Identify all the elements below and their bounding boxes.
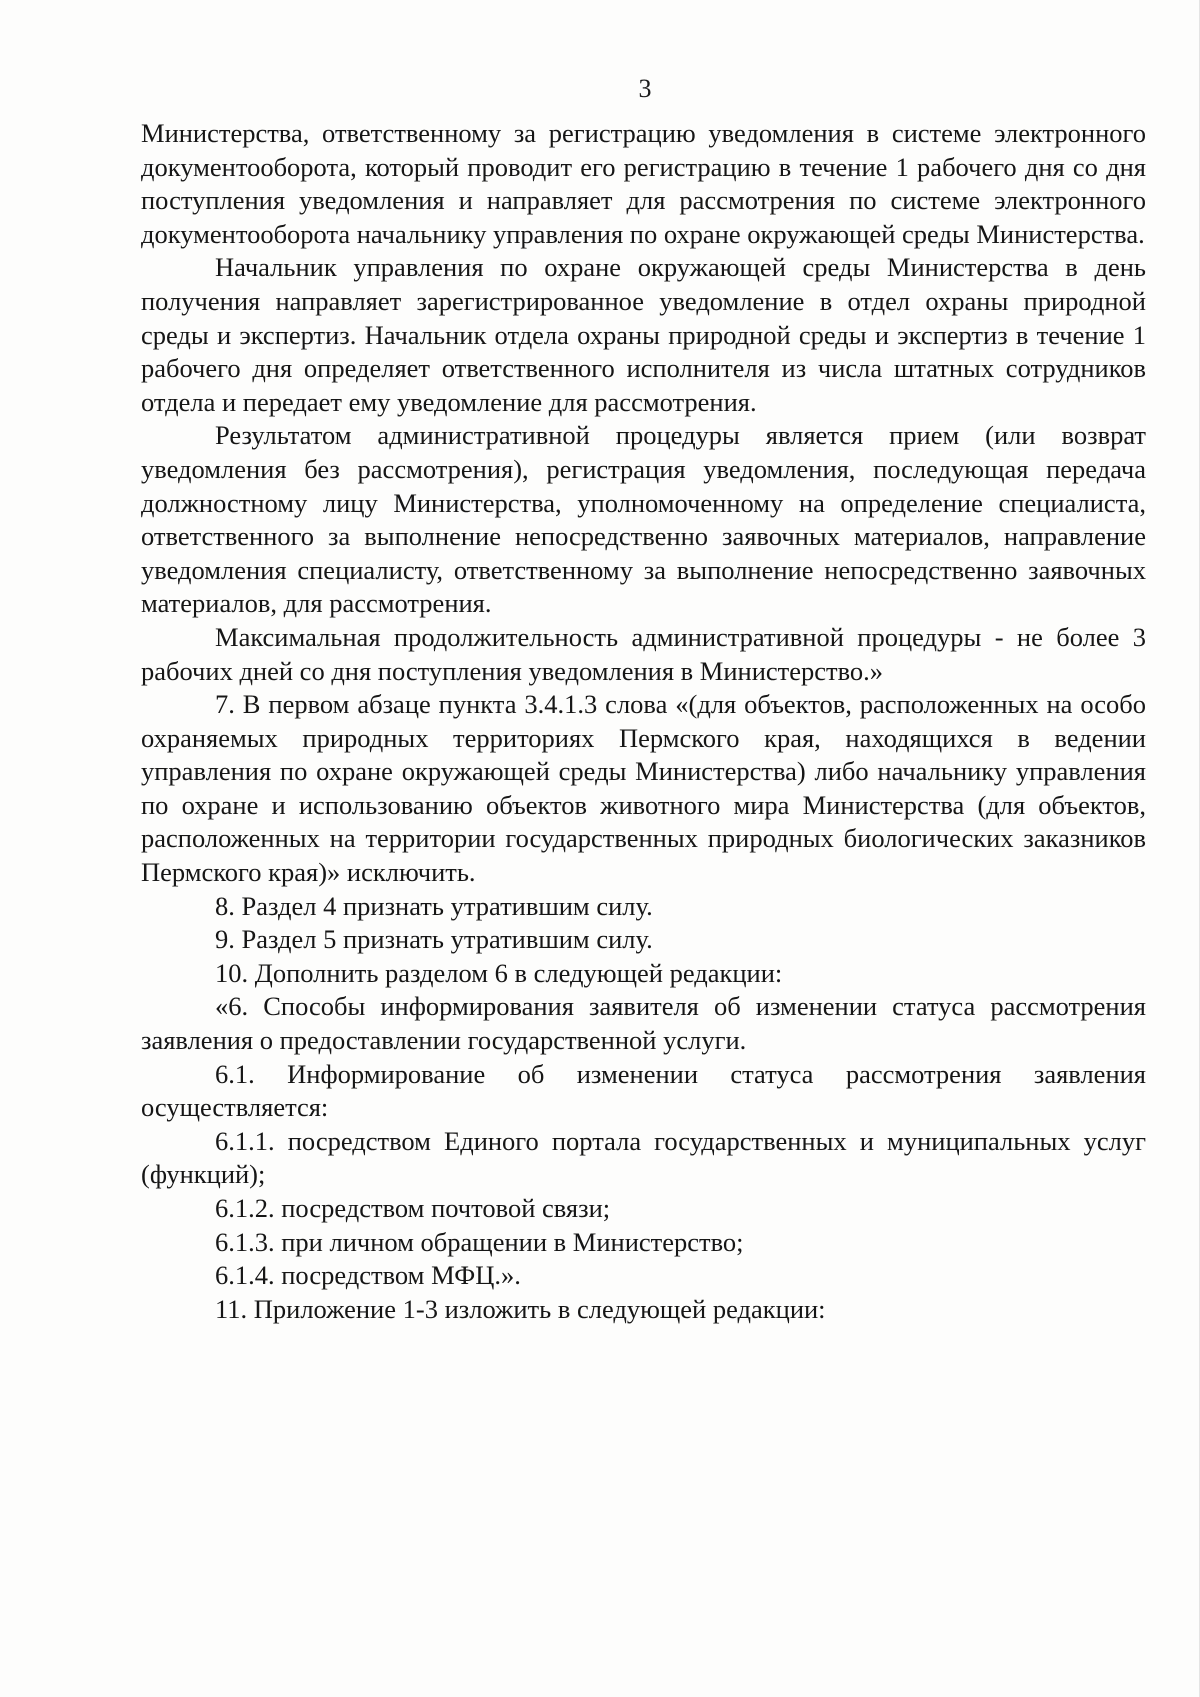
document-body bbox=[141, 117, 1146, 1326]
paragraph-6-1-3: 6.1.3. при личном обращении в Министерство; bbox=[215, 1226, 744, 1257]
paragraph-item-7: 7. В первом абзаце пункта 3.4.1.3 слова «(для объектов, расположенных на особо охраняемых природных территориях Пермского края, находящихся в ведении управления по охране окружающей среды Министерства) либо начальнику управления по охране и использованию объектов животного мира Министерства (для объектов, расположенных на территории государственных природных биологических заказников Пермского края)» исключить. bbox=[141, 689, 1146, 888]
paragraph-item-10: 10. Дополнить разделом 6 в следующей редакции: bbox=[215, 957, 783, 988]
paragraph-section-6-heading: «6. Способы информирования заявителя об изменении статуса рассмотрения заявления о предоставлении государственной услуги. bbox=[141, 991, 1146, 1056]
paragraph-procedure-result: Результатом административной процедуры является прием (или возврат уведомления без рассмотрения), регистрация уведомления, последующая передача должностному лицу Министерства, уполномоченному на определение специалиста, ответственного за выполнение непосредственно заявочных материалов, направление уведомления специалисту, ответственному за выполнение непосредственно заявочных материалов, для рассмотрения. bbox=[141, 420, 1146, 619]
paragraph-6-1-2: 6.1.2. посредством почтовой связи; bbox=[215, 1193, 611, 1223]
paragraph-item-8: 8. Раздел 4 признать утратившим силу. bbox=[215, 890, 653, 921]
paragraph-continuation: Министерства, ответственному за регистрацию уведомления в системе электронного документооборота, который проводит его регистрацию в течение 1 рабочего дня со дня поступления уведомления и направляет для рассмотрения по системе электронного документооборота начальнику управления по охране окружающей среды Министерства. bbox=[141, 118, 1146, 249]
page-number: 3 bbox=[638, 74, 652, 103]
paragraph-6-1-1: 6.1.1. посредством Единого портала государственных и муниципальных услуг (функций); bbox=[141, 1125, 1146, 1190]
paragraph-item-9: 9. Раздел 5 признать утратившим силу. bbox=[215, 924, 653, 955]
paragraph-item-11: 11. Приложение 1-3 изложить в следующей редакции: bbox=[215, 1293, 826, 1324]
paragraph-6-1-4: 6.1.4. посредством МФЦ.». bbox=[215, 1260, 521, 1291]
paragraph-head-of-department: Начальник управления по охране окружающей среды Министерства в день получения направляет зарегистрированное уведомление в отдел охраны природной среды и экспертиз. Начальник отдела охраны природной среды и экспертиз в течение 1 рабочего дня определяет ответственного исполнителя из числа штатных сотрудников отдела и передает ему уведомление для рассмотрения. bbox=[141, 252, 1146, 417]
paragraph-max-duration: Максимальная продолжительность административной процедуры - не более 3 рабочих дней со дня поступления уведомления в Министерство.» bbox=[141, 621, 1146, 686]
paragraph-6-1: 6.1. Информирование об изменении статуса рассмотрения заявления осуществляется: bbox=[141, 1058, 1146, 1123]
